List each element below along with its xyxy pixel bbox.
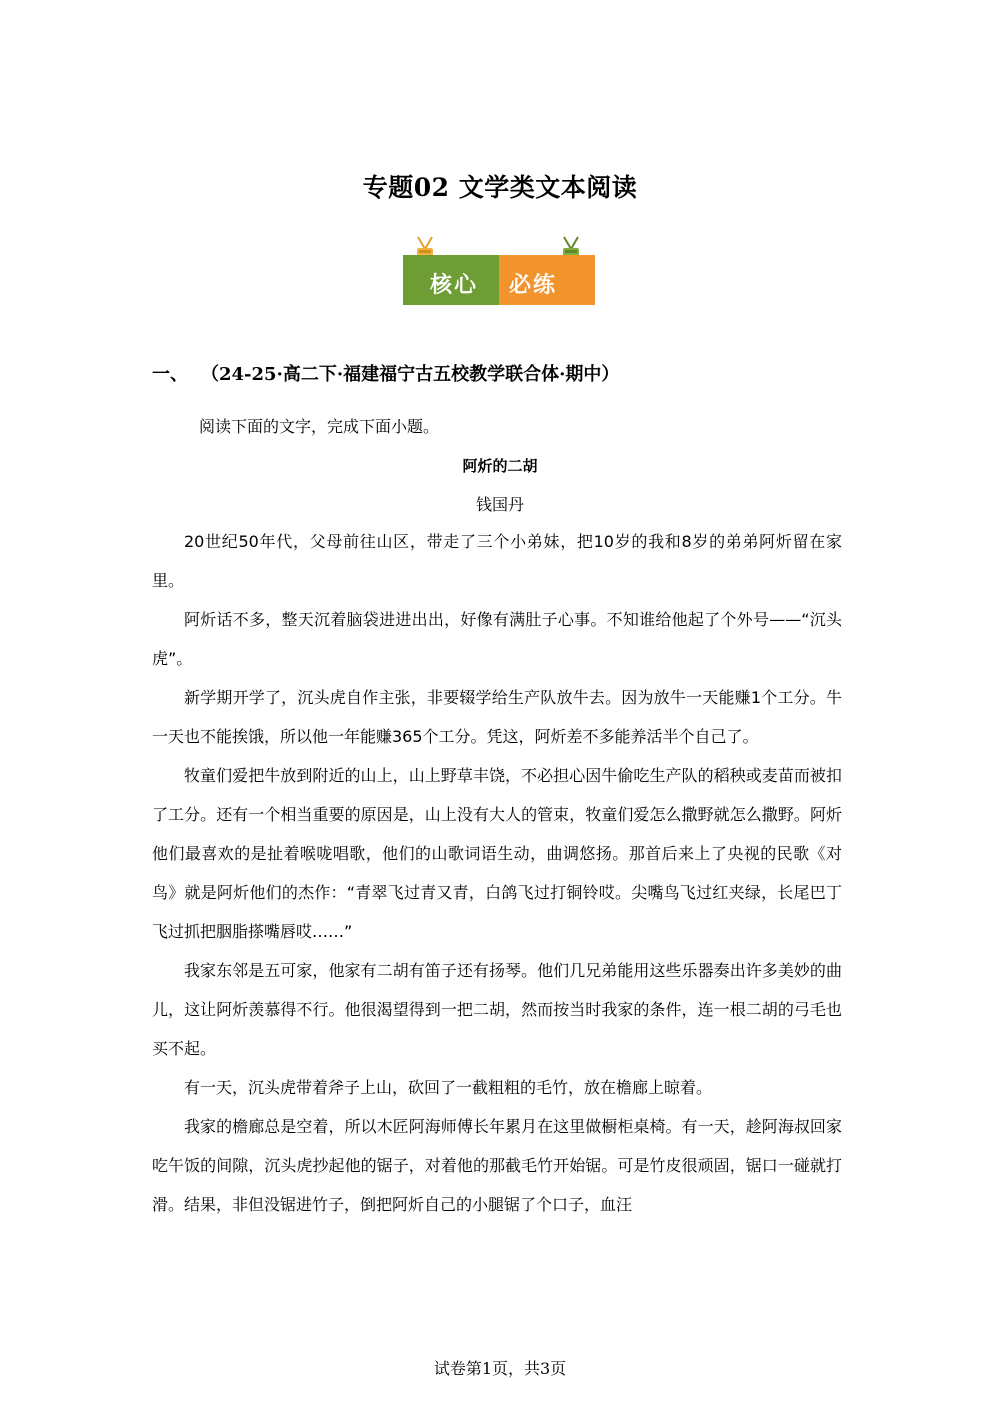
paragraph: 有一天，沉头虎带着斧子上山，砍回了一截粗粗的毛竹，放在檐廊上晾着。 [184, 1078, 713, 1097]
section-source: （24-25·高二下·福建福宁古五校教学联合体·期中） [210, 364, 620, 385]
page-footer: 试卷第1页，共3页 [433, 1359, 567, 1378]
core-practice-banner [403, 235, 597, 307]
paragraph: 阿炘话不多，整天沉着脑袋进进出出，好像有满肚子心事。不知谁给他起了个外号——“沉头虎”。 [152, 610, 842, 668]
paragraph: 20世纪50年代，父母前往山区，带走了三个小弟妹，把10岁的我和8岁的弟弟阿炘留在家里。 [152, 532, 842, 590]
paragraph: 我家东邻是五可家，他家有二胡有笛子还有扬琴。他们几兄弟能用这些乐器奏出许多美妙的曲儿，这让阿炘羡慕得不行。他很渴望得到一把二胡，然而按当时我家的条件，连一根二胡的弓毛也买不起。 [152, 961, 842, 1058]
article-title: 阿炘的二胡 [462, 457, 538, 475]
paragraph: 我家的檐廊总是空着，所以木匠阿海师傅长年累月在这里做橱柜桌椅。有一天，趁阿海叔回家吃午饭的间隙，沉头虎抄起他的锯子，对着他的那截毛竹开始锯。可是竹皮很顽固，锯口一碰就打滑。结果，非但没锯进竹子，倒把阿炘自己的小腿锯了个口子，血汪 [152, 1117, 842, 1214]
banner-right-label: 必练 [509, 273, 558, 298]
article-body [152, 522, 842, 1224]
paragraph: 新学期开学了，沉头虎自作主张，非要辍学给生产队放牛去。因为放牛一天能赚1个工分。牛一天也不能挨饿，所以他一年能赚365个工分。凭这，阿炘差不多能养活半个自己了。 [152, 688, 842, 746]
section-heading [152, 360, 619, 386]
banner-left-label: 核心 [430, 273, 479, 298]
page-title: 专题02 文学类文本阅读 [362, 173, 638, 202]
reading-instruction: 阅读下面的文字，完成下面小题。 [199, 417, 440, 436]
article-author: 钱国丹 [475, 495, 524, 514]
section-number: 一、 [152, 364, 188, 385]
paragraph: 牧童们爱把牛放到附近的山上，山上野草丰饶，不必担心因牛偷吃生产队的稻秧或麦苗而被扣了工分。还有一个相当重要的原因是，山上没有大人的管束，牧童们爱怎么撒野就怎么撒野。阿炘他们最喜欢的是扯着喉咙唱歌，他们的山歌词语生动，曲调悠扬。那首后来上了央视的民歌《对鸟》就是阿炘他们的杰作：“青翠飞过青又青，白鸽飞过打铜铃哎。尖嘴鸟飞过红夹绿，长尾巴丁飞过抓把胭脂搽嘴唇哎……” [152, 766, 842, 941]
